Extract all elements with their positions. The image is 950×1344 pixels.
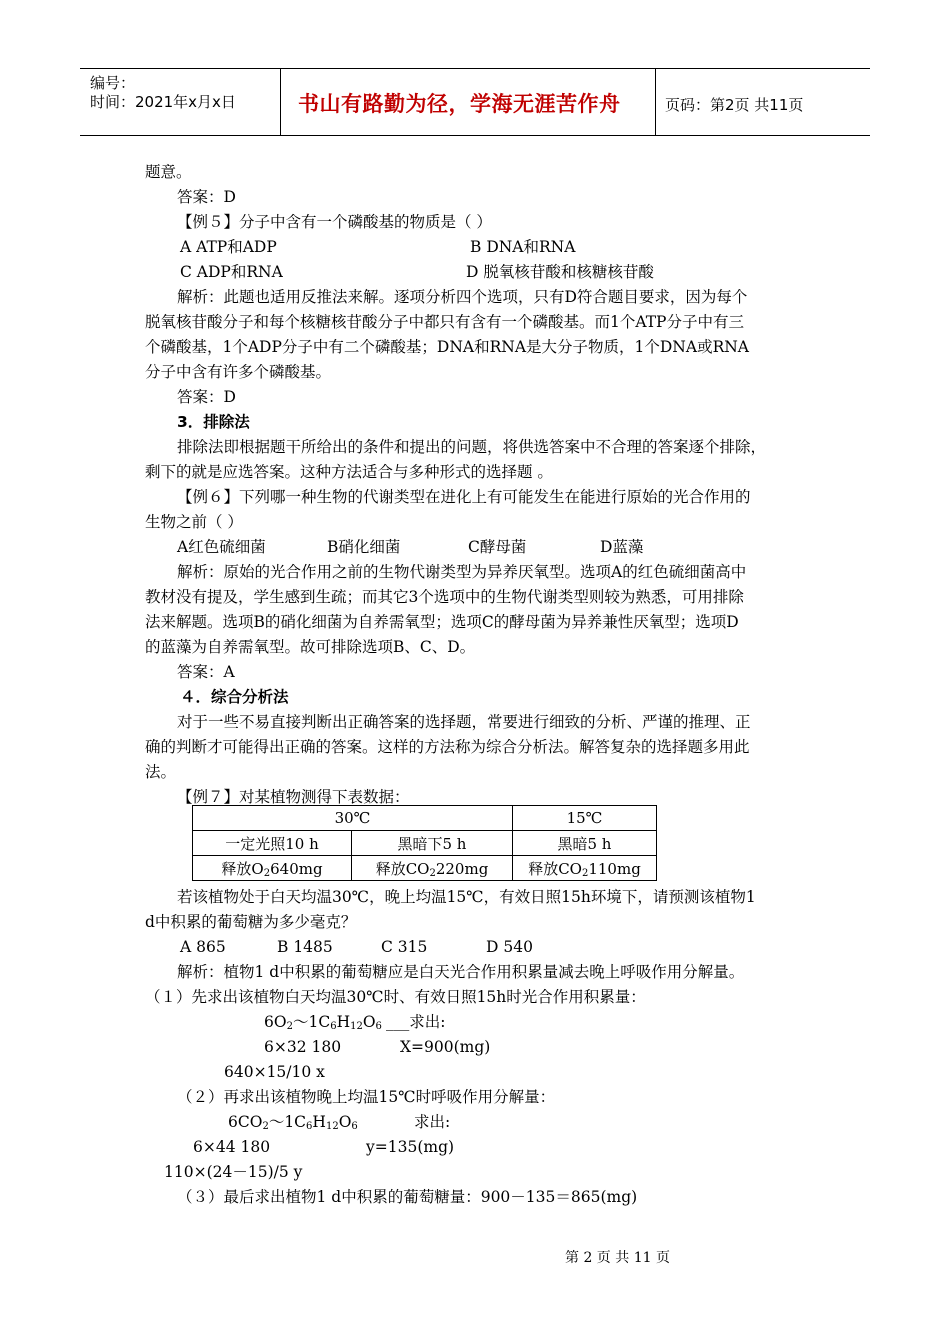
body-line: 法。 [145,763,177,781]
body-line: 解析：原始的光合作用之前的生物代谢类型为异养厌氧型。选项A的红色硫细菌高中 [177,563,747,581]
table-cell: 黑暗5 h [513,831,657,856]
step-line: （３）最后求出植物1 d中积累的葡萄糖量：900－135＝865(mg) [177,1188,638,1206]
formula-text: O [362,1013,376,1031]
option-b: B 1485 [277,938,333,956]
option-b: B硝化细菌 [327,538,401,556]
formula-text: ～1C [292,1013,331,1031]
option-d: D蓝藻 [600,538,644,556]
body-line: 解析：此题也适用反推法来解。逐项分析四个选项，只有D符合题目要求，因为每个 [177,288,748,306]
table-header-cell: 15℃ [513,806,657,831]
formula-subscript: 12 [325,1121,339,1132]
option-b: B DNA和RNA [470,238,576,256]
table-cell: 一定光照10 h [193,831,352,856]
body-line: 教材没有提及，学生感到生疏；而其它3个选项中的生物代谢类型则较为熟悉，可用排除 [145,588,744,606]
body-line: 若该植物处于白天均温30℃，晚上均温15℃，有效日照15h环境下，请预测该植物1 [177,888,756,906]
formula-line: 6×32 180 [264,1038,342,1056]
formula-line: 110×(24－15)/5 y [164,1163,303,1181]
formula-text: ～1C [268,1113,307,1131]
option-a: A红色硫细菌 [177,538,266,556]
cell-subscript: 2 [263,867,271,879]
formula-subscript: 6 [375,1021,382,1032]
example-heading: 【例６】下列哪一种生物的代谢类型在进化上有可能发生在能进行原始的光合作用的 [177,488,751,506]
formula-text: 6O [264,1013,287,1031]
body-line: 题意。 [145,163,192,181]
body-line: 排除法即根据题干所给出的条件和提出的问题，将供选答案中不合理的答案逐个排除， [177,438,767,456]
body-line: 的蓝藻为自养需氧型。故可排除选项B、C、D。 [145,638,476,656]
step-line: （２）再求出该植物晚上均温15℃时呼吸作用分解量： [177,1088,556,1106]
formula-text: H [336,1013,351,1031]
answer-line: 答案：D [177,188,236,206]
option-d: D 540 [486,938,533,956]
page-footer: 第 2 页 共 11 页 [565,1250,670,1266]
formula-line [264,1012,382,1037]
body-line: 脱氧核苷酸分子和每个核糖核苷酸分子中都只有含有一个磷酸基。而1个ATP分子中有三 [145,313,744,331]
formula-line: 6×44 180 [193,1138,271,1156]
option-a: A ATP和ADP [180,238,277,256]
cell-text: 释放O [221,859,264,878]
table-row [193,856,657,881]
formula-line: 640×15/10 x [224,1063,325,1081]
option-c: C ADP和RNA [180,263,283,281]
formula-result: X=900(mg) [400,1038,491,1056]
step-line: （１）先求出该植物白天均温30℃时、有效日照15h时光合作用积累量： [145,988,646,1006]
table-cell [352,856,513,881]
table-row [193,831,657,856]
option-a: A 865 [180,938,226,956]
body-line: 个磷酸基，1个ADP分子中有二个磷酸基；DNA和RNA是大分子物质，1个DNA或RNA [145,338,749,356]
body-line: 确的判断才可能得出正确的答案。这样的方法称为综合分析法。解答复杂的选择题多用此 [145,738,750,756]
formula-note: ___求出: [386,1013,446,1031]
formula-subscript: 2 [286,1021,293,1032]
body-line: 剩下的就是应选答案。这种方法适合与多种形式的选择题 。 [145,463,553,481]
formula-subscript: 12 [350,1021,363,1032]
table-cell: 黑暗下5 h [352,831,513,856]
cell-text: 640mg [270,859,323,878]
example-heading: 【例５】分子中含有一个磷酸基的物质是（ ） [177,213,492,231]
formula-note: 求出: [414,1113,451,1131]
header-page: 页码：第2页 共11页 [665,96,804,114]
option-d: D 脱氧核苷酸和核糖核苷酸 [466,263,654,281]
cell-subscript: 2 [581,867,589,879]
formula-text: O [338,1113,352,1131]
body-line: 解析：植物1 d中积累的葡萄糖应是白天光合作用积累量减去晚上呼吸作用分解量。 [177,963,745,981]
header-number: 编号： [90,74,136,92]
header-motto: 书山有路勤为径，学海无涯苦作舟 [298,92,621,116]
table-cell [513,856,657,881]
formula-subscript: 6 [330,1021,337,1032]
body-line: d中积累的葡萄糖为多少毫克？ [145,913,357,931]
formula-subscript: 6 [306,1121,313,1132]
header-bottom-rule [80,135,870,136]
header-divider-right [655,68,656,136]
cell-text: 110mg [588,859,641,878]
section-heading: ４．综合分析法 [180,688,289,706]
body-line: 对于一些不易直接判断出正确答案的选择题，常要进行细致的分析、严谨的推理、正 [177,713,751,731]
data-table [192,805,657,881]
body-line: 生物之前（ ） [145,513,243,531]
answer-line: 答案：D [177,388,236,406]
body-line: 法来解题。选项B的硝化细菌为自养需氧型；选项C的酵母菌为异养兼性厌氧型；选项D [145,613,739,631]
formula-subscript: 2 [262,1121,269,1132]
example-heading: 【例７】对某植物测得下表数据： [177,788,410,806]
header-top-rule [80,68,870,69]
formula-text: 6CO [228,1113,263,1131]
formula-text: H [312,1113,326,1131]
header-divider-left [280,68,281,136]
cell-text: 释放CO [528,859,582,878]
section-heading: 3．排除法 [177,413,250,431]
header-time: 时间：2021年x月x日 [90,93,236,111]
body-line: 分子中含有许多个磷酸基。 [145,363,332,381]
cell-subscript: 2 [429,867,436,879]
option-c: C 315 [381,938,428,956]
table-cell [193,856,352,881]
formula-line [228,1112,358,1137]
table-header-row [193,806,657,831]
formula-subscript: 6 [351,1121,358,1132]
cell-text: 220mg [435,859,489,878]
formula-result: y=135(mg) [366,1138,455,1156]
table-header-cell: 30℃ [193,806,513,831]
cell-text: 释放CO [375,859,430,878]
option-c: C酵母菌 [468,538,527,556]
answer-line: 答案：A [177,663,235,681]
